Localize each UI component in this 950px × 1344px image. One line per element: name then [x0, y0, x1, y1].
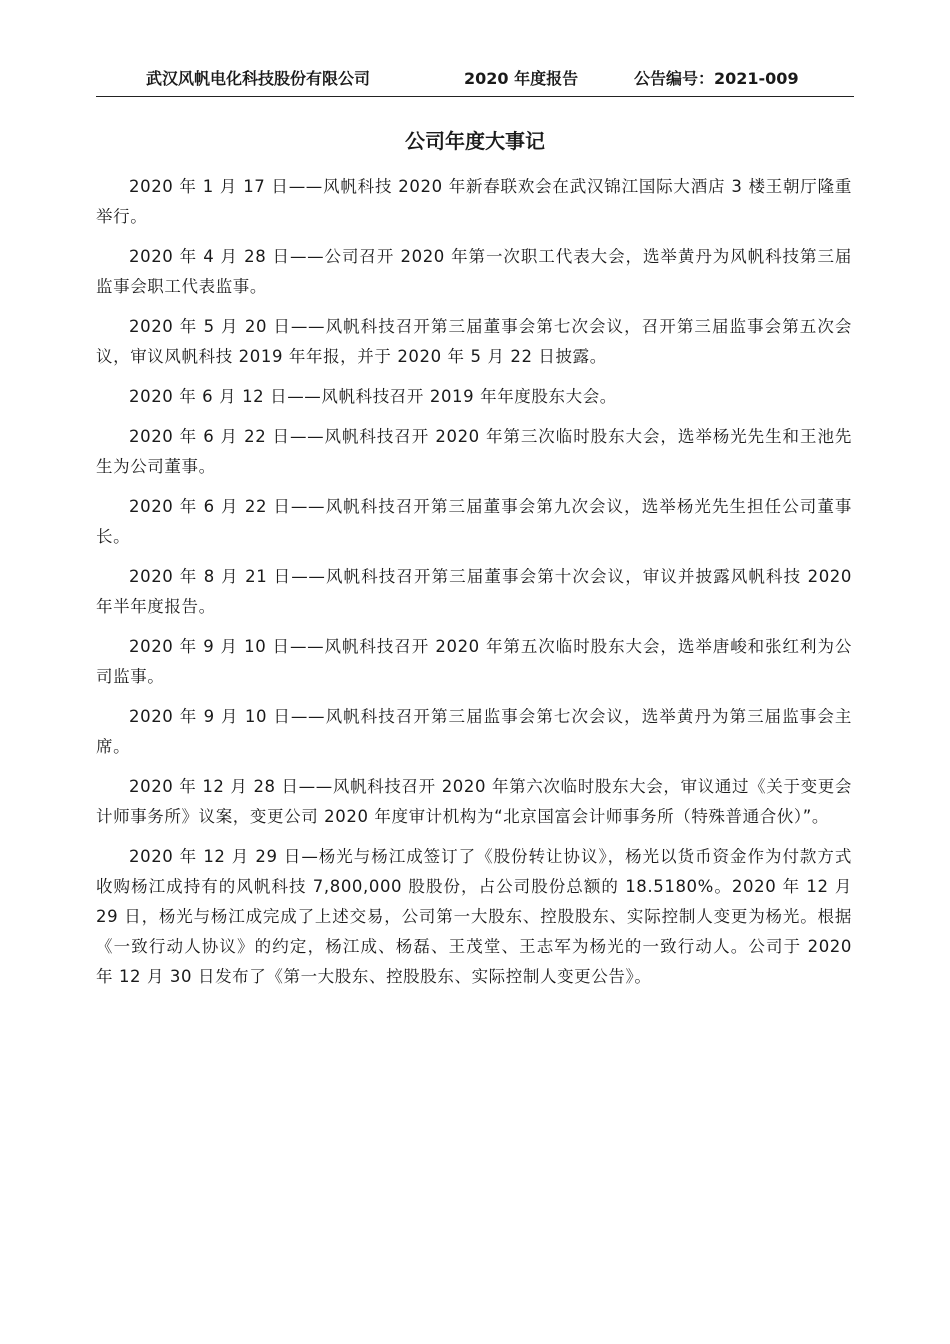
header-report-title: 2020 年度报告 [464, 69, 579, 88]
event-paragraph: 2020 年 12 月 28 日——风帆科技召开 2020 年第六次临时股东大会，审议通过《关于变更会计师事务所》议案，变更公司 2020 年度审计机构为“北京国富会计师事务所（特殊普通合伙）”。 [96, 777, 852, 826]
page-header [96, 62, 854, 97]
event-paragraph: 2020 年 8 月 21 日——风帆科技召开第三届董事会第十次会议，审议并披露风帆科技 2020 年半年度报告。 [96, 567, 852, 616]
event-paragraph: 2020 年 6 月 22 日——风帆科技召开第三届董事会第九次会议，选举杨光先生担任公司董事长。 [96, 497, 852, 546]
event-paragraph: 2020 年 12 月 29 日—杨光与杨江成签订了《股份转让协议》，杨光以货币资金作为付款方式收购杨江成持有的风帆科技 7,800,000 股股份，占公司股份总额的 18.5180%。2020 年 12 月 29 日，杨光与杨江成完成了上述交易，公司第一大股东、控股股东、实际控制人变更为杨光。根据《一致行动人协议》的约定，杨江成、杨磊、王茂堂、王志军为杨光的一致行动人。公司于 2020 年 12 月 30 日发布了《第一大股东、控股股东、实际控制人变更公告》。 [96, 847, 852, 986]
page-title: 公司年度大事记 [405, 129, 545, 153]
event-paragraph: 2020 年 6 月 12 日——风帆科技召开 2019 年年度股东大会。 [129, 387, 617, 406]
event-paragraph: 2020 年 1 月 17 日——风帆科技 2020 年新春联欢会在武汉锦江国际大酒店 3 楼王朝厅隆重举行。 [96, 177, 852, 226]
header-announcement-number: 公告编号：2021-009 [634, 69, 799, 88]
event-paragraph: 2020 年 9 月 10 日——风帆科技召开 2020 年第五次临时股东大会，选举唐峻和张红利为公司监事。 [96, 637, 852, 686]
event-paragraph: 2020 年 6 月 22 日——风帆科技召开 2020 年第三次临时股东大会，选举杨光先生和王池先生为公司董事。 [96, 427, 852, 476]
event-paragraph: 2020 年 9 月 10 日——风帆科技召开第三届监事会第七次会议，选举黄丹为第三届监事会主席。 [96, 707, 852, 756]
header-company-name: 武汉风帆电化科技股份有限公司 [146, 69, 371, 88]
event-paragraph: 2020 年 5 月 20 日——风帆科技召开第三届董事会第七次会议，召开第三届监事会第五次会议，审议风帆科技 2019 年年报，并于 2020 年 5 月 22 日披露。 [96, 317, 852, 366]
events-list [96, 172, 852, 1002]
event-paragraph: 2020 年 4 月 28 日——公司召开 2020 年第一次职工代表大会，选举黄丹为风帆科技第三届监事会职工代表监事。 [96, 247, 852, 296]
